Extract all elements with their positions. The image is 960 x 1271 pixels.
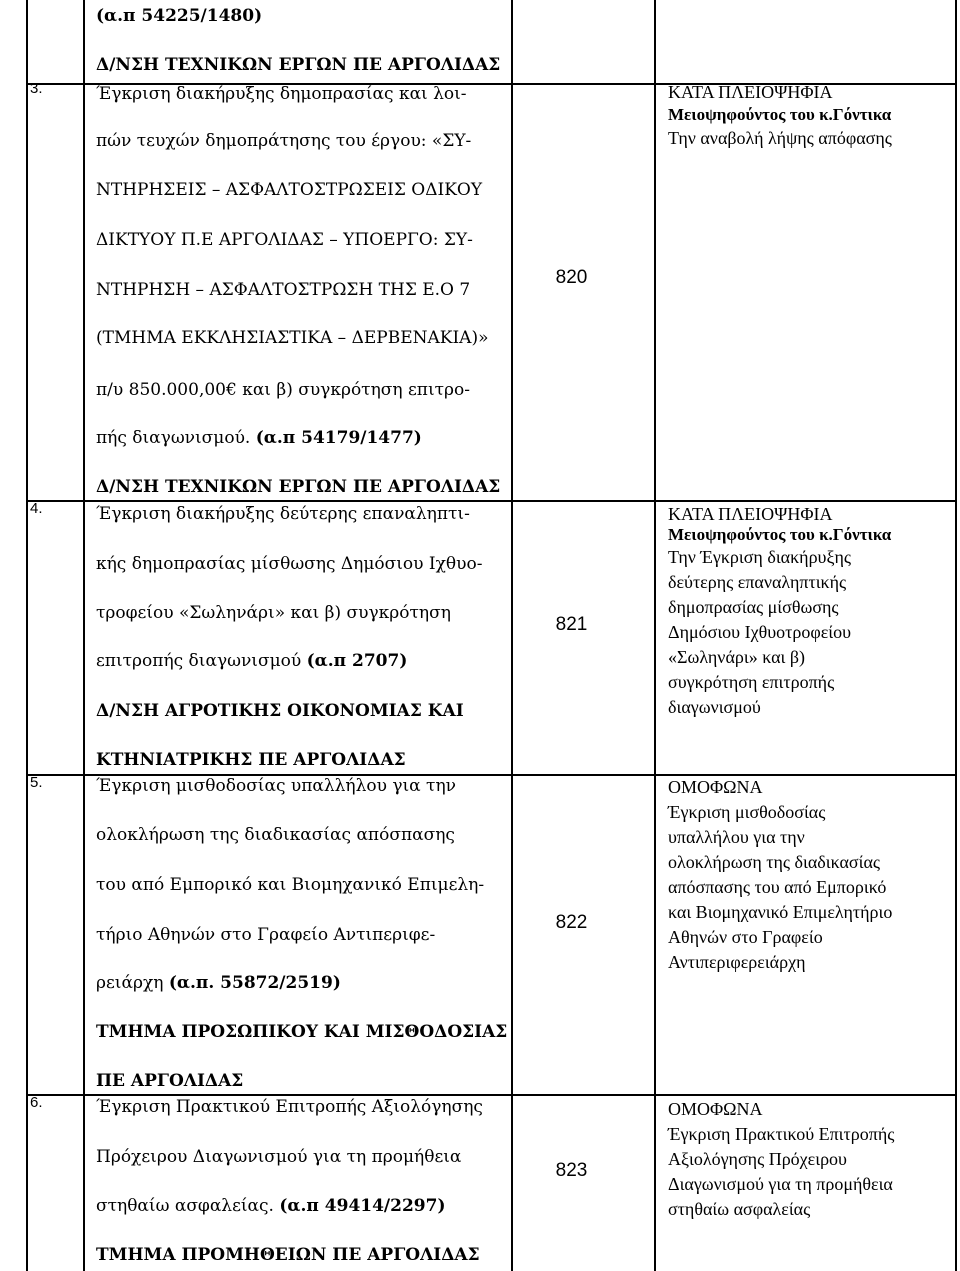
result-line: Μειοψηφούντος του κ.Γόντικα [668, 525, 892, 544]
description-line: τροφείου «Σωληνάρι» και β) συγκρότηση [96, 603, 451, 623]
result-line: δημοπρασίας μίσθωσης [668, 597, 839, 617]
description-line: πών τευχών δημοπράτησης του έργου: «ΣΥ- [96, 131, 472, 151]
result-line: Αξιολόγησης Πρόχειρου [668, 1149, 847, 1169]
result-heading: ΟΜΟΦΩΝΑ [668, 1099, 763, 1119]
department-line: ΚΤΗΝΙΑΤΡΙΚΗΣ ΠΕ ΑΡΓΟΛΙΔΑΣ [96, 750, 406, 770]
result-cell [668, 1097, 894, 1222]
description-line: επιτροπής διαγωνισμού (α.π 2707) [96, 651, 408, 671]
result-heading: ΚΑΤΑ ΠΛΕΙΟΨΗΦΙΑ [668, 504, 833, 524]
decision-number: 820 [555, 267, 588, 288]
department-line: ΤΜΗΜΑ ΠΡΟΜΗΘΕΙΩΝ ΠΕ ΑΡΓΟΛΙΔΑΣ [96, 1245, 480, 1265]
column-divider-2 [511, 0, 513, 1271]
result-line: υπαλλήλου για την [668, 827, 805, 847]
description-line: Έγκριση διακήρυξης δεύτερης επαναληπτι- [96, 504, 470, 524]
description-line: Έγκριση Πρακτικού Επιτροπής Αξιολόγησης [96, 1097, 483, 1117]
result-line: Την αναβολή λήψης απόφασης [668, 128, 892, 148]
item-number: 4. [30, 500, 43, 517]
result-heading: ΚΑΤΑ ΠΛΕΙΟΨΗΦΙΑ [668, 82, 833, 102]
description-line: π/υ 850.000,00€ και β) συγκρότηση επιτρο- [96, 380, 470, 400]
description-line: Πρόχειρου Διαγωνισμού για τη προμήθεια [96, 1147, 462, 1167]
decision-number: 823 [555, 1160, 588, 1181]
description-line: κής δημοπρασίας μίσθωσης Δημόσιου Ιχθυο- [96, 554, 483, 574]
item-number: 5. [30, 774, 43, 791]
item-number: 6. [30, 1094, 43, 1111]
row-divider-2 [26, 500, 957, 502]
table-right-border [955, 0, 957, 1271]
result-line: Την Έγκριση διακήρυξης [668, 547, 852, 567]
description-line: του από Εμπορικό και Βιομηχανικό Επιμελη- [96, 875, 485, 895]
table-left-border [26, 0, 28, 1271]
description-line: Έγκριση μισθοδοσίας υπαλλήλου για την [96, 776, 456, 796]
department-line: Δ/ΝΣΗ ΤΕΧΝΙΚΩΝ ΕΡΓΩΝ ΠΕ ΑΡΓΟΛΙΔΑΣ [96, 477, 501, 497]
department-line: ΠΕ ΑΡΓΟΛΙΔΑΣ [96, 1071, 244, 1091]
result-line: Αθηνών στο Γραφείο [668, 927, 823, 947]
result-line: Αντιπεριφερειάρχη [668, 952, 806, 972]
result-line: Διαγωνισμού για τη προμήθεια [668, 1174, 893, 1194]
result-line: απόσπασης του από Εμπορικό [668, 877, 887, 897]
item-number: 3. [30, 80, 43, 97]
description-line: ΝΤΗΡΗΣΕΙΣ – ΑΣΦΑΛΤΟΣΤΡΩΣΕΙΣ ΟΔΙΚΟΥ [96, 180, 483, 200]
description-line: στηθαίω ασφαλείας. (α.π 49414/2297) [96, 1196, 446, 1216]
column-divider-3 [654, 0, 656, 1271]
result-line: στηθαίω ασφαλείας [668, 1199, 811, 1219]
result-line: διαγωνισμού [668, 697, 761, 717]
result-line: συγκρότηση επιτροπής [668, 672, 835, 692]
department-line: Δ/ΝΣΗ ΑΓΡΟΤΙΚΗΣ ΟΙΚΟΝΟΜΙΑΣ ΚΑΙ [96, 701, 464, 721]
decision-number: 822 [555, 912, 588, 933]
description-line: πής διαγωνισμού. (α.π 54179/1477) [96, 428, 422, 448]
result-cell [668, 503, 891, 720]
result-heading: ΟΜΟΦΩΝΑ [668, 777, 763, 797]
result-line: Δημόσιου Ιχθυοτροφείου [668, 622, 852, 642]
description-line: Έγκριση διακήρυξης δημοπρασίας και λοι- [96, 84, 467, 104]
result-line: «Σωληνάρι» και β) [668, 647, 806, 667]
decision-number: 821 [555, 614, 588, 635]
row-divider-4 [26, 1094, 957, 1096]
result-line: Έγκριση μισθοδοσίας [668, 802, 826, 822]
department-line: ΤΜΗΜΑ ΠΡΟΣΩΠΙΚΟΥ ΚΑΙ ΜΙΣΘΟΔΟΣΙΑΣ [96, 1022, 508, 1042]
result-line: Μειοψηφούντος του κ.Γόντικα [668, 105, 892, 124]
result-cell [668, 80, 892, 151]
description-line: τήριο Αθηνών στο Γραφείο Αντιπεριφε- [96, 925, 436, 945]
description-line: ΔΙΚΤΥΟΥ Π.Ε ΑΡΓΟΛΙΔΑΣ – ΥΠΟΕΡΓΟ: ΣΥ- [96, 230, 473, 250]
result-line: δεύτερης επαναληπτικής [668, 572, 847, 592]
department-line: Δ/ΝΣΗ ΤΕΧΝΙΚΩΝ ΕΡΓΩΝ ΠΕ ΑΡΓΟΛΙΔΑΣ [96, 55, 501, 75]
description-line: ρειάρχη (α.π. 55872/2519) [96, 973, 341, 993]
column-divider-1 [83, 0, 85, 1271]
result-line: ολοκλήρωση της διαδικασίας [668, 852, 881, 872]
result-line: και Βιομηχανικό Επιμελητήριο [668, 902, 893, 922]
description-line: ολοκλήρωση της διαδικασίας απόσπασης [96, 825, 455, 845]
description-line: (ΤΜΗΜΑ ΕΚΚΛΗΣΙΑΣΤΙΚΑ – ΔΕΡΒΕΝΑΚΙΑ)» [96, 328, 489, 348]
description-line: ΝΤΗΡΗΣΗ – ΑΣΦΑΛΤΟΣΤΡΩΣΗ ΤΗΣ Ε.Ο 7 [96, 280, 471, 300]
reference-number: (α.π 54225/1480) [96, 6, 263, 26]
result-cell [668, 775, 892, 975]
result-line: Έγκριση Πρακτικού Επιτροπής [668, 1124, 895, 1144]
